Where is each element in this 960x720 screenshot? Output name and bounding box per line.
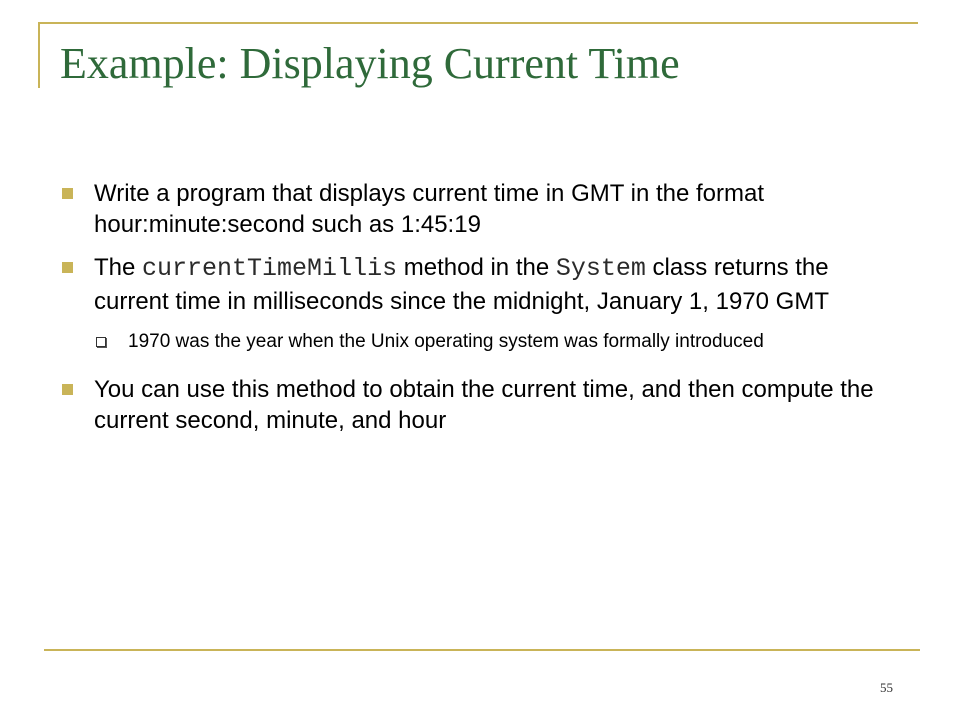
bullet-text-1: Write a program that displays current time in GMT in the format hour:minute:second such as 1:45:19 [94,180,765,239]
bullet-text-3: You can use this method to obtain the current time, and then compute the current second, minute, and hour [94,375,874,434]
bullet-text-2-prefix: The [94,254,143,282]
hollow-square-bullet-icon [96,337,106,347]
bullet-text-2-mid: method in the [397,254,556,282]
bullet-item-3 [60,374,905,436]
sub-bullet-item-1 [94,329,905,356]
code-currenttimemillis: currentTimeMillis [142,254,398,284]
bullet-text-2-suffix: class returns the current time in milliseconds since the midnight, January 1, 1970 GMT [94,254,829,315]
bottom-rule [44,649,920,651]
left-rule [38,22,40,88]
bullet-item-1 [60,178,905,240]
sub-bullet-text-1: 1970 was the year when the Unix operating system was formally introduced [128,331,764,353]
top-rule [40,22,918,24]
bullet-item-2 [60,252,905,317]
square-bullet-icon [62,262,73,273]
square-bullet-icon [62,188,73,199]
slide-body [60,178,905,448]
square-bullet-icon [62,384,73,395]
code-system: System [555,254,646,284]
page-number: 55 [880,680,893,695]
slide-title: Example: Displaying Current Time [60,39,680,88]
